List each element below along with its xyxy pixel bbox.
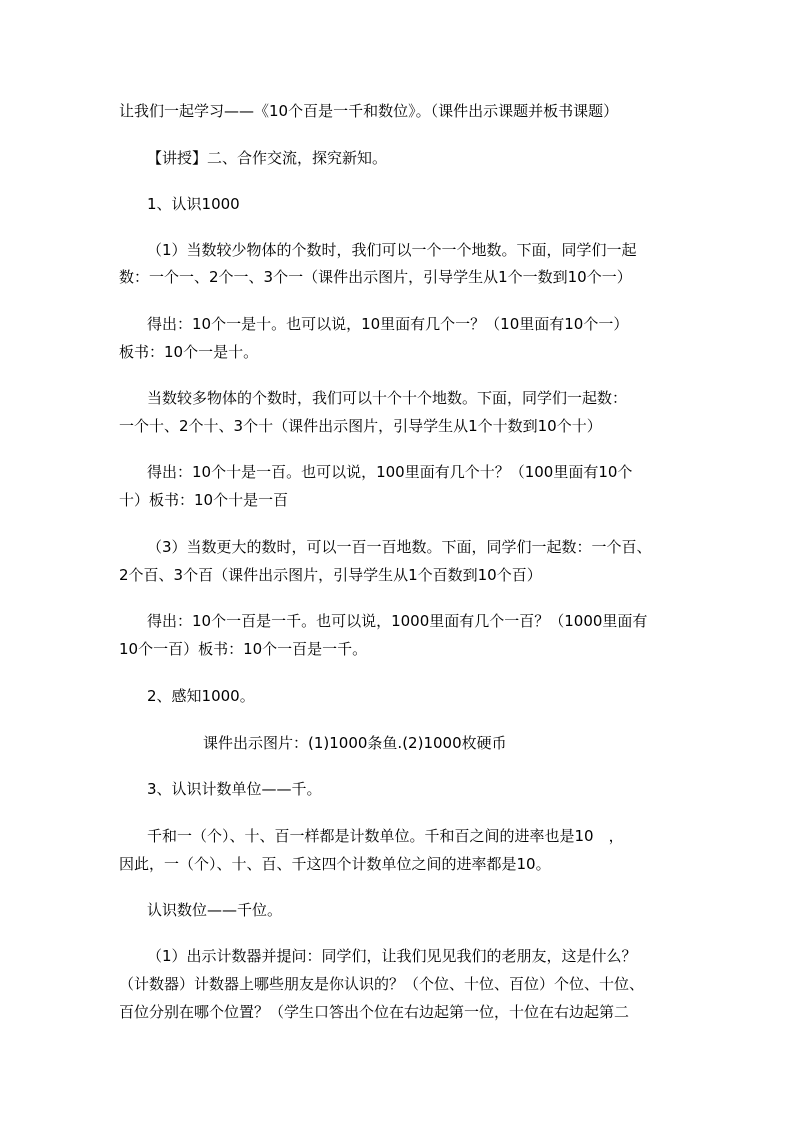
paragraph-line: 当数较多物体的个数时，我们可以十个十个地数。下面，同学们一起数：	[147, 389, 628, 407]
paragraph-line: 得出：10个一是十。也可以说，10里面有几个一？（10里面有10个一）	[147, 315, 629, 333]
paragraph-line: （3）当数更大的数时，可以一百一百地数。下面，同学们一起数：一个百、	[147, 538, 652, 556]
paragraph-line: 一个十、2个十、3个十（课件出示图片，引导学生从1个十数到10个十）	[119, 417, 602, 435]
paragraph-line: 课件出示图片：(1)1000条鱼.(2)1000枚硬币	[203, 734, 507, 752]
paragraph-line: （1）出示计数器并提问：同学们，让我们见见我们的老朋友，这是什么？	[147, 947, 637, 965]
paragraph-line: 让我们一起学习——《10个百是一千和数位》。（课件出示课题并板书课题）	[119, 102, 619, 120]
paragraph-line: 得出：10个十是一百。也可以说，100里面有几个十？（100里面有10个	[147, 463, 633, 481]
paragraph-line: 板书：10个一是十。	[119, 343, 259, 361]
paragraph-line: 得出：10个一百是一千。也可以说，1000里面有几个一百？（1000里面有	[147, 612, 648, 630]
paragraph-line: 认识数位——千位。	[147, 901, 283, 919]
paragraph-line: 千和一（个）、十、百一样都是计数单位。千和百之间的进率也是10 ，	[147, 827, 624, 845]
subsection-heading: 2、感知1000。	[147, 687, 255, 705]
paragraph-line: 2个百、3个百（课件出示图片，引导学生从1个百数到10个百）	[119, 566, 542, 584]
paragraph-line: （计数器）计数器上哪些朋友是你认识的？（个位、十位、百位）个位、十位、	[119, 975, 645, 993]
paragraph-line: 十）板书：10个十是一百	[119, 491, 289, 509]
paragraph-line: 数：一个一、2个一、3个一（课件出示图片，引导学生从1个一数到10个一）	[119, 268, 632, 286]
paragraph-line: （1）当数较少物体的个数时，我们可以一个一个地数。下面，同学们一起	[147, 241, 637, 259]
paragraph-line: 因此，一（个）、十、百、千这四个计数单位之间的进率都是10。	[119, 855, 551, 873]
subsection-heading: 1、认识1000	[147, 195, 240, 213]
paragraph-line: 10个一百）板书：10个一百是一千。	[119, 640, 368, 658]
subsection-heading: 3、认识计数单位——千。	[147, 780, 322, 798]
section-heading: 【讲授】二、合作交流，探究新知。	[147, 149, 388, 167]
paragraph-line: 百位分别在哪个位置？（学生口答出个位在右边起第一位，十位在右边起第二	[119, 1003, 630, 1021]
